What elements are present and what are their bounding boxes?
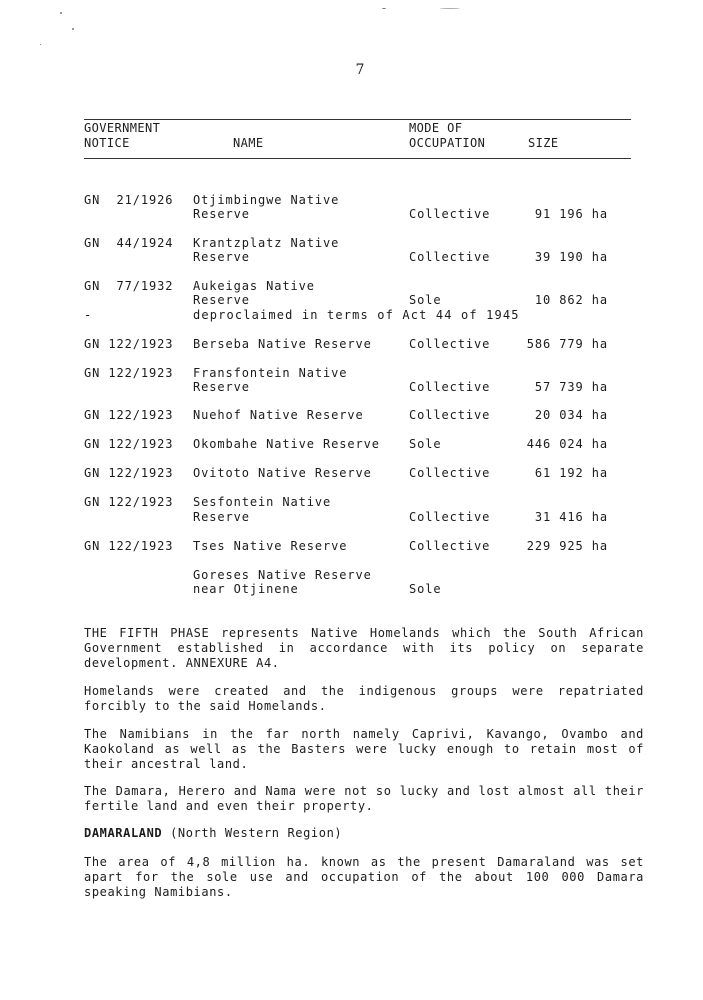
scan-speck — [60, 12, 62, 14]
row-name: Krantzplatz Native — [193, 236, 340, 250]
row-name: Tses Native Reserve — [193, 539, 348, 553]
row-mode: Collective — [409, 408, 491, 422]
row-notice: GN 122/1923 — [84, 495, 174, 509]
row-size: 31 416 ha — [534, 510, 608, 524]
section-heading-title: DAMARALAND — [84, 826, 163, 840]
row-mode: Collective — [409, 207, 491, 221]
row-notice: GN 77/1932 — [84, 279, 174, 293]
header-notice-line1: GOVERNMENT — [84, 121, 161, 135]
header-mode-line2: OCCUPATION — [409, 136, 486, 150]
paragraph-namibians-north: The Namibians in the far north namely Caprivi, Kavango, Ovambo and Kaokoland as well as the Basters were lucky enough to retain most of their ancestral land. — [84, 727, 644, 771]
paragraph-fifth-phase: THE FIFTH PHASE represents Native Homelands which the South African Government established in accordance with its policy on separate development. ANNEXURE A4. — [84, 626, 644, 670]
row-name-cont: Reserve — [193, 207, 250, 221]
row-name-cont: Reserve — [193, 250, 250, 264]
row-notice: GN 122/1923 — [84, 539, 174, 553]
row-name-cont: near Otjinene — [193, 582, 299, 596]
row-mode: Sole — [409, 582, 442, 596]
scan-speck — [72, 28, 74, 30]
row-name-cont: Reserve — [193, 510, 250, 524]
row-notice: GN 122/1923 — [84, 437, 174, 451]
header-size: SIZE — [528, 136, 559, 150]
row-size: 39 190 ha — [534, 250, 608, 264]
row-note: deproclaimed in terms of Act 44 of 1945 — [193, 308, 520, 322]
row-mode: Collective — [409, 380, 491, 394]
paragraph-homelands: Homelands were created and the indigenous groups were repatriated forcibly to the said Homelands. — [84, 684, 644, 713]
section-heading — [84, 826, 342, 841]
row-notice: GN 122/1923 — [84, 337, 174, 351]
row-name: Ovitoto Native Reserve — [193, 466, 372, 480]
row-notice: GN 122/1923 — [84, 366, 174, 380]
page-number: 7 — [355, 62, 365, 78]
paragraph-damaraland-area: The area of 4,8 million ha. known as the present Damaraland was set apart for the sole use and occupation of the about 100 000 Damara speaking Namibians. — [84, 855, 644, 899]
row-size: 10 862 ha — [534, 293, 608, 307]
row-name: Okombahe Native Reserve — [193, 437, 380, 451]
row-mode: Collective — [409, 466, 491, 480]
row-mode: Collective — [409, 337, 491, 351]
row-mode: Collective — [409, 539, 491, 553]
row-name: Otjimbingwe Native — [193, 193, 340, 207]
row-mode: Sole — [409, 437, 442, 451]
row-notice: GN 122/1923 — [84, 466, 174, 480]
row-mode: Collective — [409, 250, 491, 264]
row-size: 57 739 ha — [534, 380, 608, 394]
row-note-mark: - — [84, 308, 93, 322]
row-name-cont: Reserve — [193, 380, 250, 394]
row-notice: GN 44/1924 — [84, 236, 174, 250]
row-name-cont: Reserve — [193, 293, 250, 307]
scan-speck — [382, 8, 386, 9]
table-top-rule — [84, 119, 631, 120]
header-name: NAME — [233, 136, 264, 150]
header-notice-line2: NOTICE — [84, 136, 130, 150]
row-name: Aukeigas Native — [193, 279, 315, 293]
scan-speck — [40, 44, 41, 45]
row-name: Fransfontein Native — [193, 366, 348, 380]
row-mode: Sole — [409, 293, 442, 307]
row-notice: GN 21/1926 — [84, 193, 174, 207]
row-notice: GN 122/1923 — [84, 408, 174, 422]
section-heading-subtitle: (North Western Region) — [162, 826, 343, 840]
row-name: Sesfontein Native — [193, 495, 332, 509]
row-size: 446 024 ha — [526, 437, 608, 451]
table-header-rule — [84, 158, 631, 159]
row-name: Goreses Native Reserve — [193, 568, 372, 582]
row-name: Berseba Native Reserve — [193, 337, 372, 351]
row-size: 586 779 ha — [526, 337, 608, 351]
row-name: Nuehof Native Reserve — [193, 408, 364, 422]
header-mode-line1: MODE OF — [409, 121, 463, 135]
row-size: 61 192 ha — [534, 466, 608, 480]
row-mode: Collective — [409, 510, 491, 524]
row-size: 20 034 ha — [534, 408, 608, 422]
scan-speck — [440, 8, 460, 9]
row-size: 229 925 ha — [526, 539, 608, 553]
row-size: 91 196 ha — [534, 207, 608, 221]
paragraph-damara-herero-nama: The Damara, Herero and Nama were not so lucky and lost almost all their fertile land and even their property. — [84, 784, 644, 813]
